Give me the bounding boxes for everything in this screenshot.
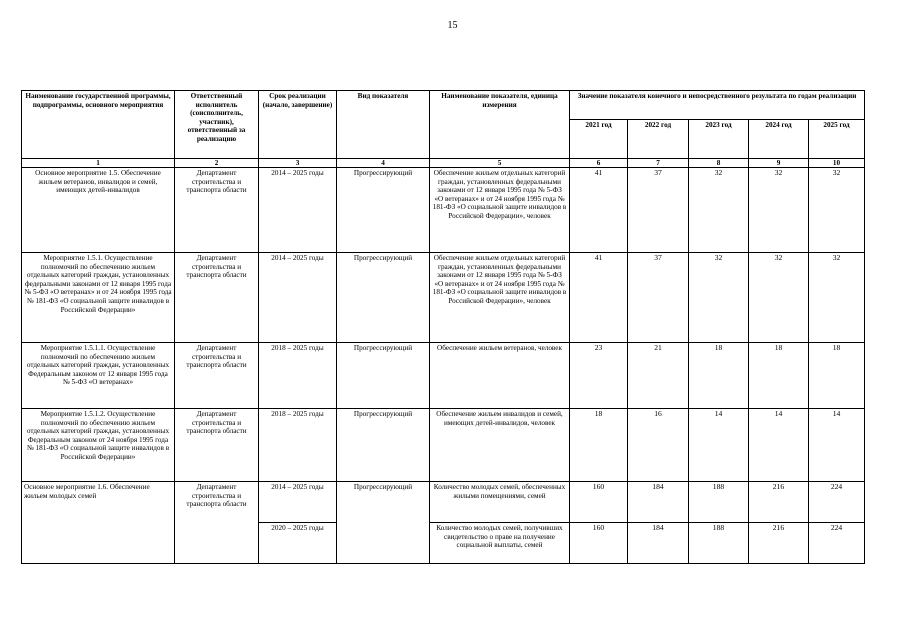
value-2023: 188 <box>689 523 749 564</box>
value-2025: 224 <box>809 482 865 523</box>
table-row <box>22 253 865 343</box>
indicator-name: Обеспечение жильем инвалидов и семей, имеющих детей-инвалидов, человек <box>430 409 570 482</box>
period: 2014 – 2025 годы <box>259 168 337 253</box>
program-name: Мероприятие 1.5.1.2. Осуществление полномочий по обеспечению жильем отдельных категорий граждан, установленных Федеральным законом от 24 ноября 1995 года № 181-ФЗ «О социальной защите инвалидов в Российской Федерации» <box>22 409 175 482</box>
column-number: 1 <box>22 159 175 168</box>
executor: Департамент строительства и транспорта области <box>175 253 259 343</box>
indicator-name: Обеспечение жильем отдельных категорий граждан, установленных федеральными законами от 12 января 1995 года № 5-ФЗ «О ветеранах» и от 24 ноября 1995 года № 181-ФЗ «О социальной защите инвалидов в Российской Федерации», человек <box>430 168 570 253</box>
column-number: 8 <box>689 159 749 168</box>
indicator-name: Количество молодых семей, получивших свидетельство о праве на получение социальной выплаты, семей <box>430 523 570 564</box>
value-2025: 14 <box>809 409 865 482</box>
indicator-name: Обеспечение жильем ветеранов, человек <box>430 343 570 409</box>
value-2025: 32 <box>809 253 865 343</box>
value-2023: 32 <box>689 168 749 253</box>
indicator-name: Количество молодых семей, обеспеченных жилыми помещениями, семей <box>430 482 570 523</box>
value-2021: 41 <box>570 253 628 343</box>
header-year: 2025 год <box>809 120 865 159</box>
period: 2018 – 2025 годы <box>259 409 337 482</box>
program-name: Мероприятие 1.5.1.1. Осуществление полномочий по обеспечению жильем отдельных категорий граждан, установленных Федеральным законом от 12 января 1995 года № 5-ФЗ «О ветеранах» <box>22 343 175 409</box>
column-number: 7 <box>628 159 689 168</box>
header-year: 2024 год <box>749 120 809 159</box>
value-2023: 18 <box>689 343 749 409</box>
indicator-type: Прогрессирующий <box>337 168 430 253</box>
header-program: Наименование государственной программы, подпрограммы, основного мероприятия <box>22 91 175 159</box>
indicator-type: Прогрессирующий <box>337 343 430 409</box>
value-2023: 188 <box>689 482 749 523</box>
table-row <box>22 168 865 253</box>
value-2021: 23 <box>570 343 628 409</box>
header-executor: Ответственный исполнитель (соисполнитель, участник), ответственный за реализацию <box>175 91 259 159</box>
indicator-type: Прогрессирующий <box>337 482 430 564</box>
value-2024: 216 <box>749 482 809 523</box>
value-2022: 16 <box>628 409 689 482</box>
column-number: 2 <box>175 159 259 168</box>
executor: Департамент строительства и транспорта области <box>175 168 259 253</box>
value-2023: 14 <box>689 409 749 482</box>
value-2022: 184 <box>628 482 689 523</box>
page-number: 15 <box>447 20 458 31</box>
column-number: 10 <box>809 159 865 168</box>
table-row <box>22 409 865 482</box>
header-year: 2022 год <box>628 120 689 159</box>
period: 2014 – 2025 годы <box>259 482 337 523</box>
table-row <box>22 343 865 409</box>
indicators-table <box>21 90 865 564</box>
indicator-type: Прогрессирующий <box>337 253 430 343</box>
value-2022: 21 <box>628 343 689 409</box>
period: 2020 – 2025 годы <box>259 523 337 564</box>
indicator-name: Обеспечение жильем отдельных категорий граждан, установленных федеральными законами от 12 января 1995 года № 5-ФЗ «О ветеранах» и от 24 ноября 1995 года № 181-ФЗ «О социальной защите инвалидов в Российской Федерации», человек <box>430 253 570 343</box>
column-number: 4 <box>337 159 430 168</box>
value-2022: 37 <box>628 253 689 343</box>
value-2025: 18 <box>809 343 865 409</box>
value-2025: 224 <box>809 523 865 564</box>
value-2022: 184 <box>628 523 689 564</box>
indicator-type: Прогрессирующий <box>337 409 430 482</box>
value-2021: 41 <box>570 168 628 253</box>
column-number: 5 <box>430 159 570 168</box>
value-2024: 216 <box>749 523 809 564</box>
header-year: 2021 год <box>570 120 628 159</box>
executor: Департамент строительства и транспорта области <box>175 409 259 482</box>
header-year: 2023 год <box>689 120 749 159</box>
value-2025: 32 <box>809 168 865 253</box>
value-2021: 160 <box>570 482 628 523</box>
header-indicator-type: Вид показателя <box>337 91 430 159</box>
header-period: Срок реализации (начало, завершение) <box>259 91 337 159</box>
value-2024: 32 <box>749 168 809 253</box>
value-2021: 160 <box>570 523 628 564</box>
value-2023: 32 <box>689 253 749 343</box>
period: 2014 – 2025 годы <box>259 253 337 343</box>
table-row <box>22 482 865 523</box>
value-2024: 18 <box>749 343 809 409</box>
header-row <box>22 91 865 120</box>
column-number: 6 <box>570 159 628 168</box>
value-2022: 37 <box>628 168 689 253</box>
program-name: Основное мероприятие 1.6. Обеспечение жильем молодых семей <box>22 482 175 564</box>
period: 2018 – 2025 годы <box>259 343 337 409</box>
value-2024: 32 <box>749 253 809 343</box>
header-indicator-name: Наименование показателя, единица измерения <box>430 91 570 159</box>
executor: Департамент строительства и транспорта области <box>175 343 259 409</box>
column-number: 9 <box>749 159 809 168</box>
value-2024: 14 <box>749 409 809 482</box>
value-2021: 18 <box>570 409 628 482</box>
column-numbers-row <box>22 159 865 168</box>
executor: Департамент строительства и транспорта области <box>175 482 259 564</box>
column-number: 3 <box>259 159 337 168</box>
program-name: Мероприятие 1.5.1. Осуществление полномочий по обеспечению жильем отдельных категорий граждан, установленных федеральными законами от 12 января 1995 года № 5-ФЗ «О ветеранах» и от 24 ноября 1995 года № 181-ФЗ «О социальной защите инвалидов в Российской Федерации» <box>22 253 175 343</box>
header-values-group: Значение показателя конечного и непосредственного результата по годам реализации <box>570 91 865 120</box>
program-name: Основное мероприятие 1.5. Обеспечение жильем ветеранов, инвалидов и семей, имеющих детей-инвалидов <box>22 168 175 253</box>
